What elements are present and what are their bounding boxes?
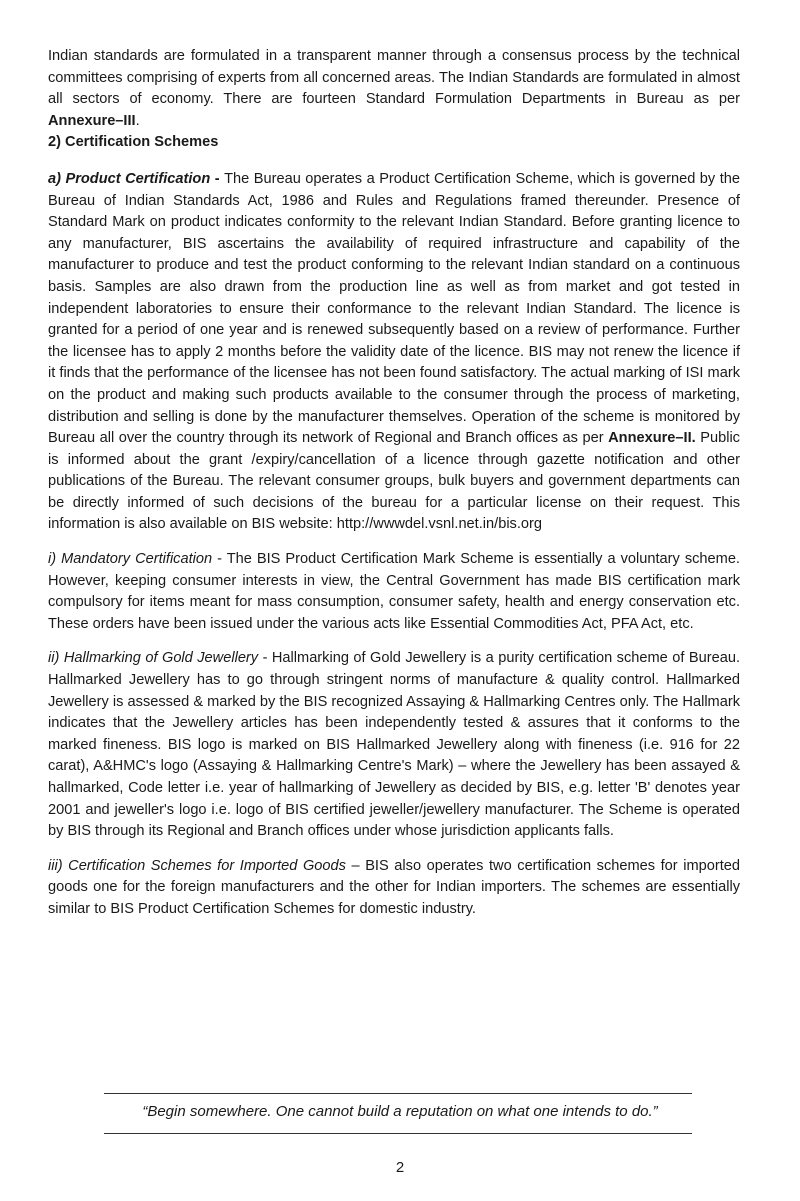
intro-paragraph bbox=[48, 46, 740, 132]
hallmarking-text: - Hallmarking of Gold Jewellery is a purity certification scheme of Bureau. Hallmarked Jewellery has to go through stringent norms of manufacture & quality control. Hallmarked Jewellery is assessed & marked by the BIS recognized Assaying & Hallmarking Centres only. The Hallmark indicates that the Jewellery articles has been independently tested & assures that it conforms to the marked fineness. BIS logo is marked on BIS Hallmarked Jewellery along with fineness (i.e. 916 for 22 carat), A&HMC's logo (Assaying & Hallmarking Centre's Mark) – where the Jewellery has been assayed & hallmarked, Code letter i.e. year of hallmarking of Jewellery as decided by BIS, e.g. letter 'B' denotes year 2001 and jeweller's logo i.e. logo of BIS certified jeweller/jewellery manufacturer. The Scheme is operated by BIS through its Regional and Branch offices under whose jurisdiction applicants falls. bbox=[48, 650, 740, 840]
product-certification-text-1: The Bureau operates a Product Certification Scheme, which is governed by the Bureau of Indian Standards Act, 1986 and Rules and Regulations framed thereunder. Presence of Standard Mark on product indicates conformity to the relevant Indian Standard. Before granting licence to any manufacturer, BIS ascertains the availability of required infrastructure and capability of the manufacturer to produce and test the product conforming to the relevant Indian standard on a continuous basis. Samples are also drawn from the production line as well as from market and got tested in independent laboratories to ensure their conformance to the relevant Indian Standard. The licence is granted for a period of one year and is renewed subsequently based on a review of performance. Further the licensee has to apply 2 months before the validity date of the licence. BIS may not renew the licence if it finds that the performance of the licensee has not been found satisfactory. The actual marking of ISI mark on the product and making such products available to the consumer through the process of marketing, distribution and selling is done by the manufacturer themselves. Operation of the scheme is monitored by Bureau all over the country through its network of Regional and Branch offices as per bbox=[48, 170, 741, 447]
quote-top-rule bbox=[104, 1093, 692, 1094]
page-body bbox=[48, 46, 740, 921]
imported-goods-text: – BIS also operates two certification schemes for imported goods one for the foreign manufacturers and the other for Indian importers. The schemes are essentially similar to BIS Product Certification Schemes for domestic industry. bbox=[48, 857, 740, 917]
annexure-ii-ref: Annexure–II. bbox=[608, 430, 696, 447]
intro-text: Indian standards are formulated in a transparent manner through a consensus process by the technical committees comprising of experts from all concerned areas. The Indian Standards are formulated in almost all sectors of economy. There are fourteen Standard Formulation Departments in Bureau as per bbox=[48, 48, 740, 108]
intro-end: . bbox=[135, 112, 140, 129]
section-heading: 2) Certification Schemes bbox=[48, 134, 219, 151]
product-certification-paragraph bbox=[48, 169, 740, 536]
product-certification-text-2: Public is informed about the grant /expiry/cancellation of a licence through gazette notification and other publications of the Bureau. The relevant consumer groups, bulk buyers and government departments can be directly informed of such decisions of the bureau for a particular license on their request. This information is also available on BIS website: http://wwwdel.vsnl.net.in/bis.org bbox=[48, 430, 740, 533]
mandatory-certification-paragraph bbox=[48, 549, 740, 635]
footer-quote: “Begin somewhere. One cannot build a reputation on what one intends to do.” bbox=[142, 1103, 658, 1120]
annexure-iii-ref: Annexure–III bbox=[48, 112, 136, 129]
page-number: 2 bbox=[395, 1159, 405, 1176]
hallmarking-paragraph bbox=[48, 648, 740, 842]
mandatory-certification-text: - The BIS Product Certification Mark Scheme is essentially a voluntary scheme. However, keeping consumer interests in view, the Central Government has made BIS certification mark compulsory for items meant for mass consumption, consumer safety, health and energy conservation etc. These orders have been issued under the various acts like Essential Commodities Act, PFA Act, etc. bbox=[48, 551, 740, 632]
product-certification-label: a) Product Certification bbox=[48, 170, 211, 187]
mandatory-certification-label: i) Mandatory Certification bbox=[48, 551, 213, 568]
imported-goods-label: iii) Certification Schemes for Imported Goods bbox=[48, 857, 346, 874]
quote-bottom-rule bbox=[104, 1133, 692, 1134]
hallmarking-label: ii) Hallmarking of Gold Jewellery bbox=[48, 650, 259, 667]
product-certification-dash: - bbox=[210, 170, 225, 187]
imported-goods-paragraph bbox=[48, 856, 740, 921]
